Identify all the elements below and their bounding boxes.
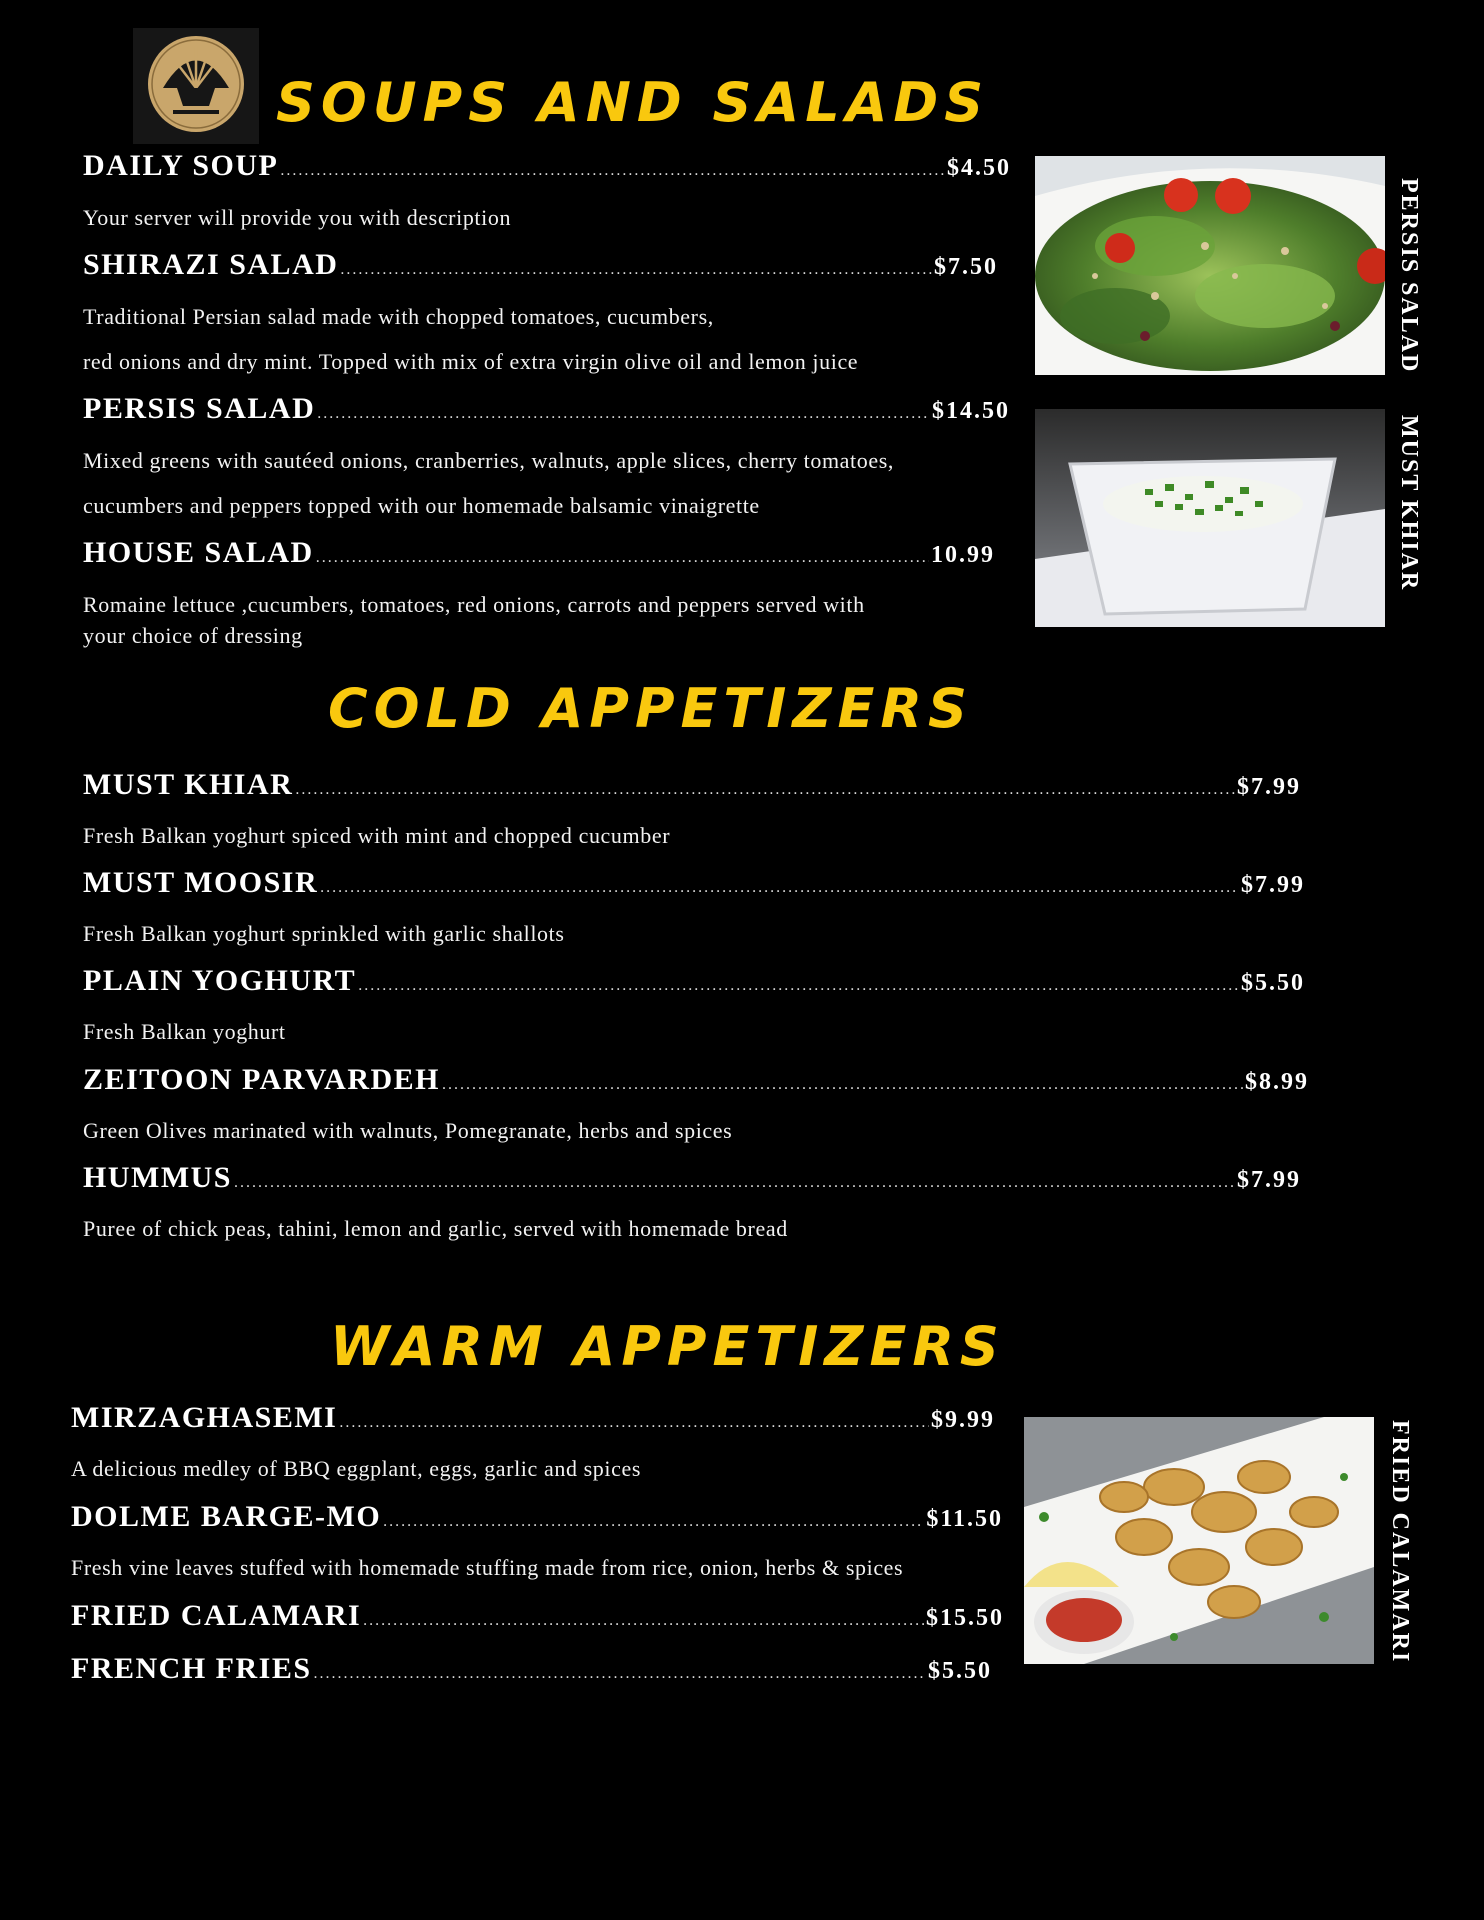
leader-dots — [340, 262, 932, 278]
item-price: $15.50 — [926, 1605, 1004, 1631]
item-description: Mixed greens with sautéed onions, cranberries, walnuts, apple slices, cherry tomatoes, — [83, 448, 894, 473]
item-name: DAILY SOUP — [83, 149, 279, 182]
item-name: PERSIS SALAD — [83, 392, 316, 425]
leader-dots — [320, 880, 1239, 896]
photo-label-must-khiar: MUST KHIAR — [1396, 415, 1422, 592]
photo-fried-calamari — [1024, 1417, 1374, 1664]
leader-dots — [316, 550, 929, 566]
menu-item-fried-calamari — [71, 1601, 1004, 1631]
item-name: FRENCH FRIES — [71, 1652, 312, 1685]
item-description: cucumbers and peppers topped with our homemade balsamic vinaigrette — [83, 493, 760, 518]
seashell-emblem-icon — [133, 28, 259, 144]
item-price: $14.50 — [932, 398, 1010, 424]
item-name: MIRZAGHASEMI — [71, 1401, 338, 1434]
item-price: 10.99 — [931, 542, 995, 568]
leader-dots — [363, 1613, 924, 1629]
section-title-soups: SOUPS AND SALADS — [276, 71, 990, 134]
item-description — [83, 589, 865, 651]
item-name: MUST KHIAR — [83, 768, 294, 801]
item-description: Fresh vine leaves stuffed with homemade stuffing made from rice, onion, herbs & spices — [71, 1555, 904, 1580]
leader-dots — [358, 978, 1239, 994]
item-price: $5.50 — [1241, 970, 1305, 996]
section-title-warm: WARM APPETIZERS — [330, 1315, 1005, 1378]
item-description: Your server will provide you with description — [83, 205, 512, 230]
leader-dots — [339, 1415, 929, 1431]
photo-label-persis-salad: PERSIS SALAD — [1396, 178, 1422, 374]
restaurant-logo — [133, 28, 259, 144]
leader-dots — [314, 1666, 926, 1682]
menu-item-dolme-barge-mo — [71, 1502, 1003, 1532]
photo-label-fried-calamari: FRIED CALAMARI — [1387, 1420, 1413, 1664]
leader-dots — [383, 1514, 924, 1530]
leader-dots — [442, 1077, 1243, 1093]
menu-item-daily-soup — [83, 151, 1011, 181]
item-description: Fresh Balkan yoghurt spiced with mint and chopped cucumber — [83, 823, 671, 848]
leader-dots — [234, 1175, 1235, 1191]
item-name: MUST MOOSIR — [83, 866, 319, 899]
item-description: Fresh Balkan yoghurt sprinkled with garlic shallots — [83, 921, 565, 946]
menu-item-hummus — [83, 1163, 1301, 1193]
item-description: Traditional Persian salad made with chopped tomatoes, cucumbers, — [83, 304, 714, 329]
item-description: red onions and dry mint. Topped with mix of extra virgin olive oil and lemon juice — [83, 349, 859, 374]
menu-item-must-khiar — [83, 770, 1301, 800]
item-name: ZEITOON PARVARDEH — [83, 1063, 441, 1096]
menu-item-french-fries — [71, 1654, 992, 1684]
item-name: HUMMUS — [83, 1161, 232, 1194]
item-description: A delicious medley of BBQ eggplant, eggs, garlic and spices — [71, 1456, 642, 1481]
photo-persis-salad — [1035, 156, 1385, 375]
item-price: $7.99 — [1237, 774, 1301, 800]
item-name: SHIRAZI SALAD — [83, 248, 339, 281]
item-description: Fresh Balkan yoghurt — [83, 1019, 286, 1044]
menu-item-house-salad — [83, 538, 995, 568]
item-price: $11.50 — [926, 1506, 1003, 1532]
item-price: $5.50 — [928, 1658, 992, 1684]
item-name: FRIED CALAMARI — [71, 1599, 362, 1632]
item-price: $8.99 — [1245, 1069, 1309, 1095]
menu-item-shirazi-salad — [83, 250, 998, 280]
menu-item-zeitoon-parvardeh — [83, 1065, 1309, 1095]
photo-must-khiar — [1035, 409, 1385, 627]
desc-line: your choice of dressing — [83, 623, 303, 648]
menu-item-plain-yoghurt — [83, 966, 1305, 996]
item-name: HOUSE SALAD — [83, 536, 314, 569]
leader-dots — [295, 782, 1235, 798]
item-name: PLAIN YOGHURT — [83, 964, 357, 997]
item-price: $7.99 — [1237, 1167, 1301, 1193]
leader-dots — [317, 406, 930, 422]
menu-item-persis-salad — [83, 394, 1010, 424]
item-price: $4.50 — [947, 155, 1011, 181]
item-description: Green Olives marinated with walnuts, Pomegranate, herbs and spices — [83, 1118, 733, 1143]
item-price: $9.99 — [931, 1407, 995, 1433]
item-description: Puree of chick peas, tahini, lemon and garlic, served with homemade bread — [83, 1216, 788, 1241]
item-price: $7.50 — [934, 254, 998, 280]
desc-line: Romaine lettuce ,cucumbers, tomatoes, red onions, carrots and peppers served with — [83, 592, 865, 617]
section-title-cold: COLD APPETIZERS — [328, 677, 973, 740]
leader-dots — [280, 163, 945, 179]
item-price: $7.99 — [1241, 872, 1305, 898]
menu-item-mirzaghasemi — [71, 1403, 995, 1433]
item-name: DOLME BARGE-MO — [71, 1500, 382, 1533]
menu-item-must-moosir — [83, 868, 1305, 898]
